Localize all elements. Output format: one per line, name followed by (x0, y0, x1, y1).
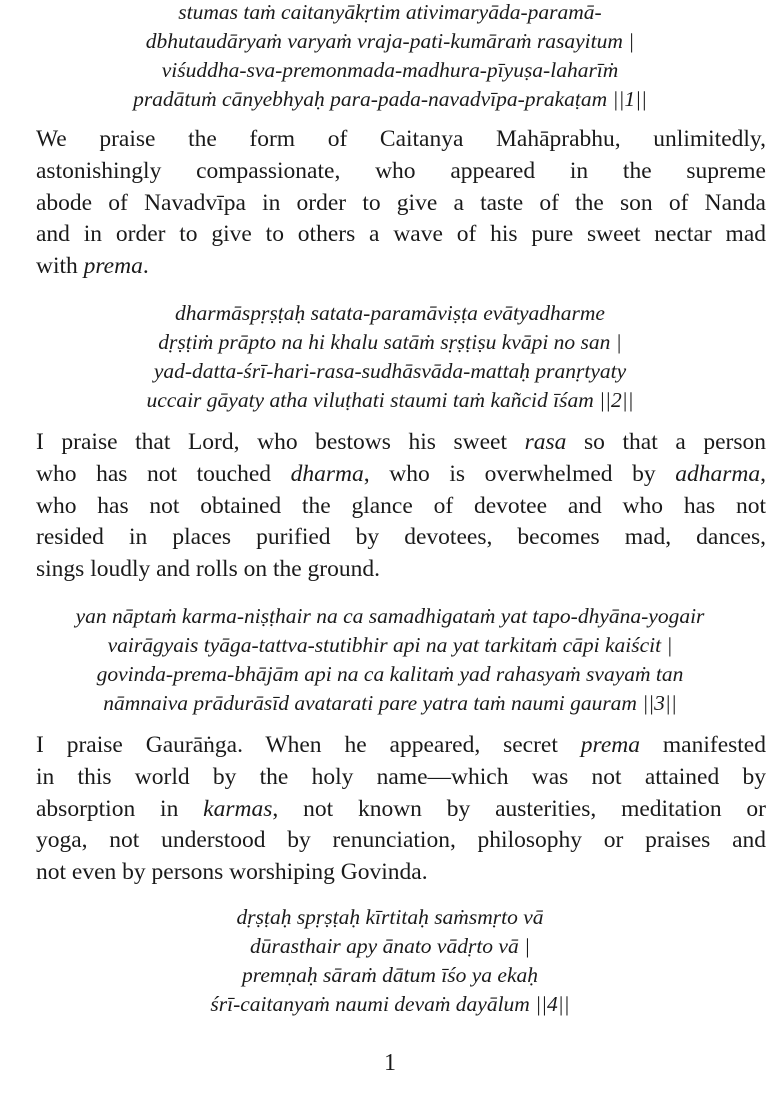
translation-line (36, 825, 766, 857)
translation-line (36, 730, 766, 762)
text-segment: in this world by the holy name—which was not attained by (36, 763, 766, 790)
verse-4 (0, 903, 780, 1019)
translation-line (36, 794, 766, 826)
verse-line: uccair gāyaty atha viluṭhati staumi taṁ kañcid īśam ||2|| (146, 388, 634, 412)
text-segment: so that a person (566, 429, 766, 455)
text-segment: We praise the form of Caitanya Mahāprabhu, unlimitedly, (36, 126, 766, 152)
verse-3 (0, 602, 780, 718)
text-segment: abode of Navadvīpa in order to give a taste of the son of Nanda (36, 189, 766, 216)
text-segment: astonishingly compassionate, who appeared in the supreme (36, 157, 766, 184)
verse-line: yan nāptaṁ karma-niṣṭhair na ca samadhigataṁ yat tapo-dhyāna-yogair (75, 604, 705, 628)
verse-line: dbhutaudāryaṁ varyaṁ vraja-pati-kumāraṁ rasayitum | (145, 29, 635, 53)
translation-line (36, 188, 766, 220)
text-segment: with (36, 253, 84, 280)
translation-line (36, 251, 766, 283)
text-segment: yoga, not understood by renunciation, philosophy or praises and (36, 827, 766, 854)
verse-line: stumas taṁ caitanyākṛtim ativimaryāda-paramā- (178, 0, 602, 24)
verse-line: dṛṣṭiṁ prāpto na hi khalu satāṁ sṛṣṭiṣu kvāpi no san | (158, 330, 622, 354)
translation-line (36, 156, 766, 188)
translation-3 (36, 730, 766, 889)
text-segment: manifested (639, 732, 766, 758)
verse-2 (0, 299, 780, 415)
translation-line (36, 459, 766, 491)
verse-line: śrī-caitanyaṁ naumi devaṁ dayālum ||4|| (210, 992, 570, 1016)
translation-line (36, 219, 766, 251)
translation-line (36, 124, 766, 156)
translation-1 (36, 124, 766, 283)
text-segment: and in order to give to others a wave of his pure sweet nectar mad (36, 221, 766, 248)
text-segment: I praise that Lord, who bestows his sweet (36, 429, 525, 455)
italic-term: prema (83, 253, 143, 280)
translation-2 (36, 427, 766, 586)
text-segment: absorption in (36, 795, 204, 822)
italic-term: prema (580, 732, 640, 758)
italic-term: rasa (524, 429, 567, 455)
italic-term: karmas (203, 795, 273, 822)
italic-term: dharma (290, 460, 364, 487)
verse-line: dharmāspṛṣṭaḥ satata-paramāviṣṭa evātyadharme (175, 301, 605, 325)
text-segment: sings loudly and rolls on the ground. (36, 556, 380, 583)
text-segment: , not known by austerities, meditation or (272, 795, 766, 822)
verse-line: viśuddha-sva-premonmada-madhura-pīyuṣa-laharīṁ (161, 58, 619, 82)
text-segment: not even by persons worshiping Govinda. (36, 859, 428, 886)
text-segment: who has not obtained the glance of devotee and who has not (36, 492, 766, 519)
italic-term: adharma (675, 460, 761, 487)
verse-line: nāmnaiva prādurāsīd avatarati pare yatra taṁ naumi gauram ||3|| (103, 691, 677, 715)
verse-line: dṛṣṭaḥ spṛṣṭaḥ kīrtitaḥ saṁsmṛto vā (236, 905, 544, 929)
translation-line (36, 762, 766, 794)
verse-line: yad-datta-śrī-hari-rasa-sudhāsvāda-mattaḥ pranṛtyaty (153, 359, 627, 383)
text-segment: . (142, 253, 149, 280)
verse-1 (0, 0, 780, 114)
text-segment: who has not touched (36, 460, 291, 487)
translation-line (36, 554, 766, 586)
translation-line (36, 491, 766, 523)
text-segment: I praise Gaurāṅga. When he appeared, secret (36, 732, 581, 758)
translation-line (36, 427, 766, 459)
verse-line: premṇaḥ sāraṁ dātum īśo ya ekaḥ (242, 963, 538, 987)
translation-line (36, 522, 766, 554)
verse-line: pradātuṁ cānyebhyaḥ para-pada-navadvīpa-prakaṭam ||1|| (133, 87, 647, 111)
verse-line: govinda-prema-bhājām api na ca kalitaṁ yad rahasyaṁ svayaṁ tan (96, 662, 684, 686)
text-segment: resided in places purified by devotees, becomes mad, dances, (36, 524, 766, 551)
text-segment: , (760, 460, 766, 487)
page-number: 1 (384, 1050, 396, 1076)
verse-line: vairāgyais tyāga-tattva-stutibhir api na yat tarkitaṁ cāpi kaiścit | (107, 633, 673, 657)
text-segment: , who is overwhelmed by (363, 460, 676, 487)
verse-line: dūrasthair apy ānato vādṛto vā | (249, 934, 531, 958)
translation-line (36, 857, 766, 889)
